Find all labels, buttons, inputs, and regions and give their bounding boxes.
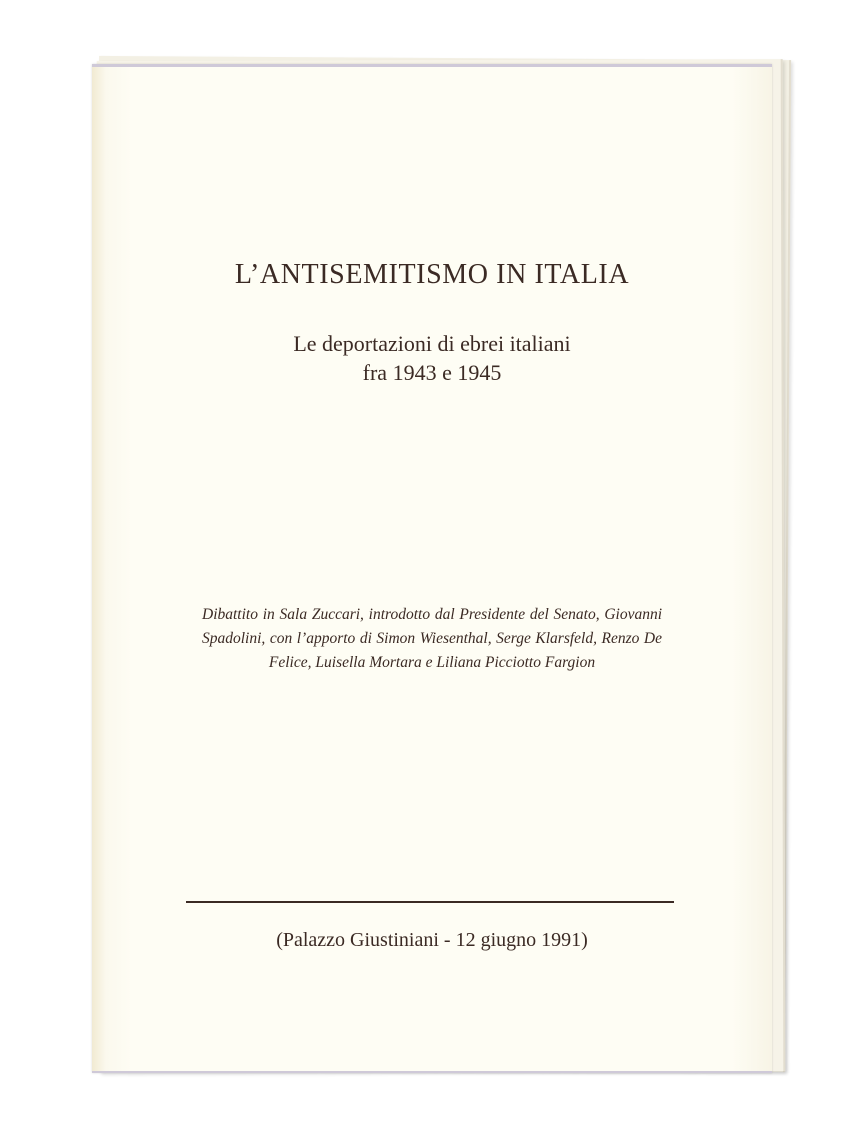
cover-subtitle [92, 329, 772, 387]
subtitle-line-1: Le deportazioni di ebrei italiani [293, 331, 571, 356]
cover-description: Dibattito in Sala Zuccari, introdotto dal Presidente del Senato, Giovanni Spadolini, con l’apporto di Simon Wiesenthal, Serge Klarsfeld, Renzo De Felice, Luisella Mortara e Liliana Picciotto Fargion [202, 606, 662, 671]
booklet-cover [92, 64, 772, 1073]
cover-title: L’ANTISEMITISMO IN ITALIA [234, 259, 630, 290]
subtitle-line-2: fra 1943 e 1945 [362, 360, 502, 385]
cover-venue-date: (Palazzo Giustiniani - 12 giugno 1991) [276, 929, 588, 951]
horizontal-divider [186, 901, 674, 903]
